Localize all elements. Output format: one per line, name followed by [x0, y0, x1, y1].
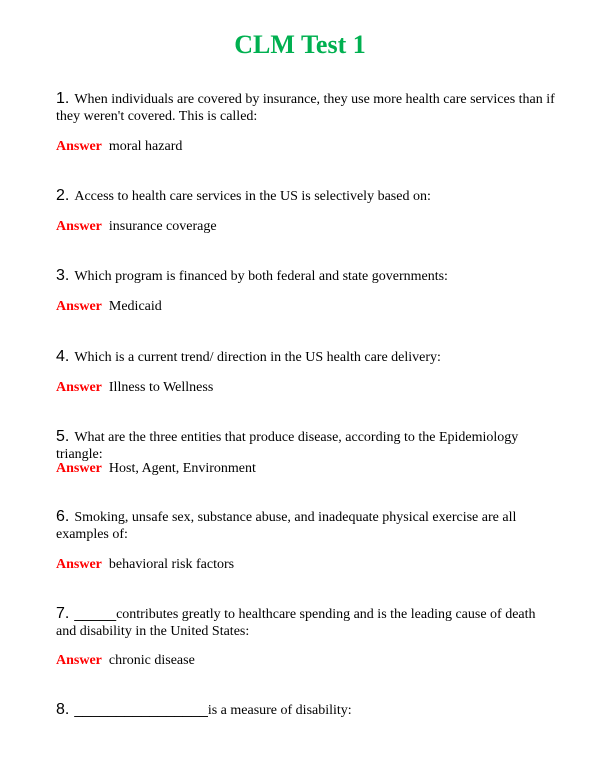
- answer-text: moral hazard: [108, 139, 183, 154]
- answer-3: [56, 298, 556, 315]
- question-number: 2.: [56, 187, 70, 204]
- question-number: 1.: [56, 90, 70, 107]
- question-text: What are the three entities that produce disease, according to the Epidemiology triangle:: [56, 430, 519, 462]
- question-5: [56, 428, 556, 463]
- answer-text: Medicaid: [108, 299, 162, 314]
- answer-text: Host, Agent, Environment: [108, 461, 256, 476]
- answer-blank: _____: [74, 605, 117, 622]
- answer-label: Answer: [56, 653, 102, 668]
- question-3: [56, 267, 556, 285]
- question-number: 7.: [56, 605, 70, 622]
- answer-6: [56, 556, 556, 573]
- answer-label: Answer: [56, 557, 102, 572]
- question-text: is a measure of disability:: [207, 703, 352, 718]
- question-8: [56, 701, 556, 719]
- answer-label: Answer: [56, 380, 102, 395]
- answer-label: Answer: [56, 139, 102, 154]
- answer-text: Illness to Wellness: [108, 380, 214, 395]
- question-7: [56, 605, 556, 640]
- answer-4: [56, 379, 556, 396]
- question-text: Access to health care services in the US is selectively based on:: [74, 189, 431, 204]
- answer-text: chronic disease: [108, 653, 195, 668]
- question-number: 8.: [56, 701, 70, 718]
- question-text: Smoking, unsafe sex, substance abuse, and inadequate physical exercise are all examples of:: [56, 510, 517, 542]
- answer-7: [56, 652, 556, 669]
- question-6: [56, 508, 556, 543]
- question-text: contributes greatly to healthcare spending and is the leading cause of death and disability in the United States:: [56, 607, 536, 639]
- question-text: Which is a current trend/ direction in the US health care delivery:: [74, 350, 441, 365]
- question-text: Which program is financed by both federal and state governments:: [74, 269, 448, 284]
- answer-5: [56, 460, 556, 477]
- question-1: [56, 90, 556, 125]
- answer-blank: ________________: [74, 701, 208, 718]
- answer-text: insurance coverage: [108, 219, 217, 234]
- answer-text: behavioral risk factors: [108, 557, 235, 572]
- question-number: 3.: [56, 267, 70, 284]
- question-number: 4.: [56, 348, 70, 365]
- answer-label: Answer: [56, 299, 102, 314]
- question-4: [56, 348, 556, 366]
- page-title: CLM Test 1: [234, 30, 366, 59]
- question-text: When individuals are covered by insurance, they use more health care services than if they weren't covered. This is called:: [56, 92, 555, 124]
- question-number: 6.: [56, 508, 70, 525]
- question-2: [56, 187, 556, 205]
- question-number: 5.: [56, 428, 70, 445]
- answer-label: Answer: [56, 219, 102, 234]
- answer-1: [56, 138, 556, 155]
- answer-label: Answer: [56, 461, 102, 476]
- answer-2: [56, 218, 556, 235]
